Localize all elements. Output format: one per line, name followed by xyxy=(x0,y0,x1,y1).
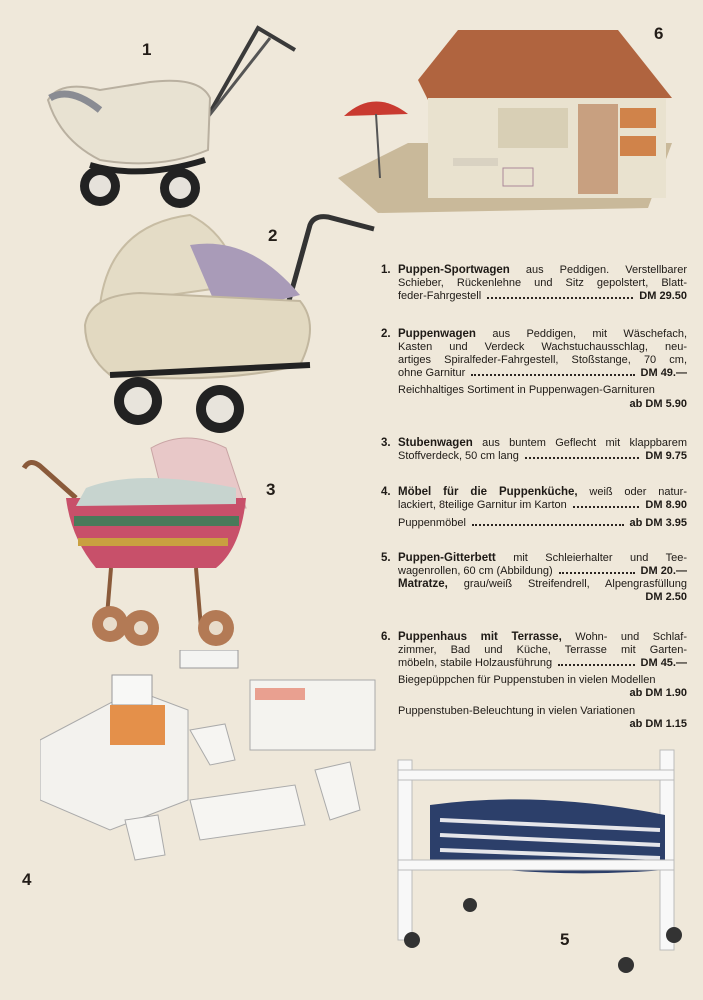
figure-number-6: 6 xyxy=(654,24,664,43)
figure-number-5: 5 xyxy=(560,930,570,949)
list-item: 4. Möbel für die Puppenküche, weiß oder natur- lackiert, 8teilige Garnitur im Karton DM 8.90 Puppenmöbel ab DM 3.95 xyxy=(381,486,687,529)
doll-crib-illustration xyxy=(390,730,690,985)
item-name: Stubenwagen xyxy=(398,436,473,449)
list-item: 5. Puppen-Gitterbett mit Schleierhalter und Tee- wagenrollen, 60 cm (Abbildung) DM 20.— Matratze, grau/weiß Streifendrell, Alpengrasfüllung DM 2.50 xyxy=(381,551,687,604)
pram-illustration xyxy=(70,205,390,445)
item-price: DM 45.— xyxy=(640,657,687,670)
item-name: Puppenwagen xyxy=(398,327,476,340)
dollhouse-illustration xyxy=(338,18,672,218)
bassinet-illustration xyxy=(16,428,266,648)
figure-number-2: 2 xyxy=(268,226,278,245)
price-list xyxy=(381,264,687,731)
figure-number-3: 3 xyxy=(266,480,276,499)
item-name: Puppen-Sportwagen xyxy=(398,264,510,276)
item-price: DM 20.— xyxy=(640,565,687,578)
figure-number-4: 4 xyxy=(22,870,32,889)
item-price: DM 9.75 xyxy=(645,450,687,463)
item-name: Möbel für die Puppenküche, xyxy=(398,486,578,499)
item-price: DM 29.50 xyxy=(639,290,687,303)
list-item: 1. Puppen-Sportwagen aus Peddigen. Verstellbarer Schieber, Rückenlehne und Sitz gepolstert, Blatt- feder-Fahrgestell DM 29.50 xyxy=(381,264,687,303)
item-price: DM 49.— xyxy=(640,367,687,380)
doll-kitchen-furniture-illustration xyxy=(40,650,380,910)
list-item: 6. Puppenhaus mit Terrasse, Wohn- und Schlaf- zimmer, Bad und Küche, Terrasse mit Garten- möbeln, stabile Holzausführung DM 45.— Biegepüppchen für Puppenstuben in vielen Modellen ab DM 1.90 Puppenstuben-Beleuchtung in vielen Variationen ab DM 1.15 xyxy=(381,630,687,730)
item-price: DM 8.90 xyxy=(645,499,687,512)
item-name: Puppen-Gitterbett xyxy=(398,551,496,564)
list-item: 2. Puppenwagen aus Peddigen, mit Wäschefach, Kasten und Verdeck Wachstuchausschlag, neu- artiges Spiralfeder-Fahrgestell, Stoßstange, 70 cm, ohne Garnitur DM 49.— Reichhaltiges Sortiment in Puppenwagen-Garnituren ab DM 5.90 xyxy=(381,327,687,410)
figure-number-1: 1 xyxy=(142,40,152,59)
list-item: 3. Stubenwagen aus buntem Geflecht mit klappbarem Stoffverdeck, 50 cm lang DM 9.75 xyxy=(381,436,687,463)
sport-pram-illustration xyxy=(40,20,302,215)
item-name: Puppenhaus mit Terrasse, xyxy=(398,630,562,643)
